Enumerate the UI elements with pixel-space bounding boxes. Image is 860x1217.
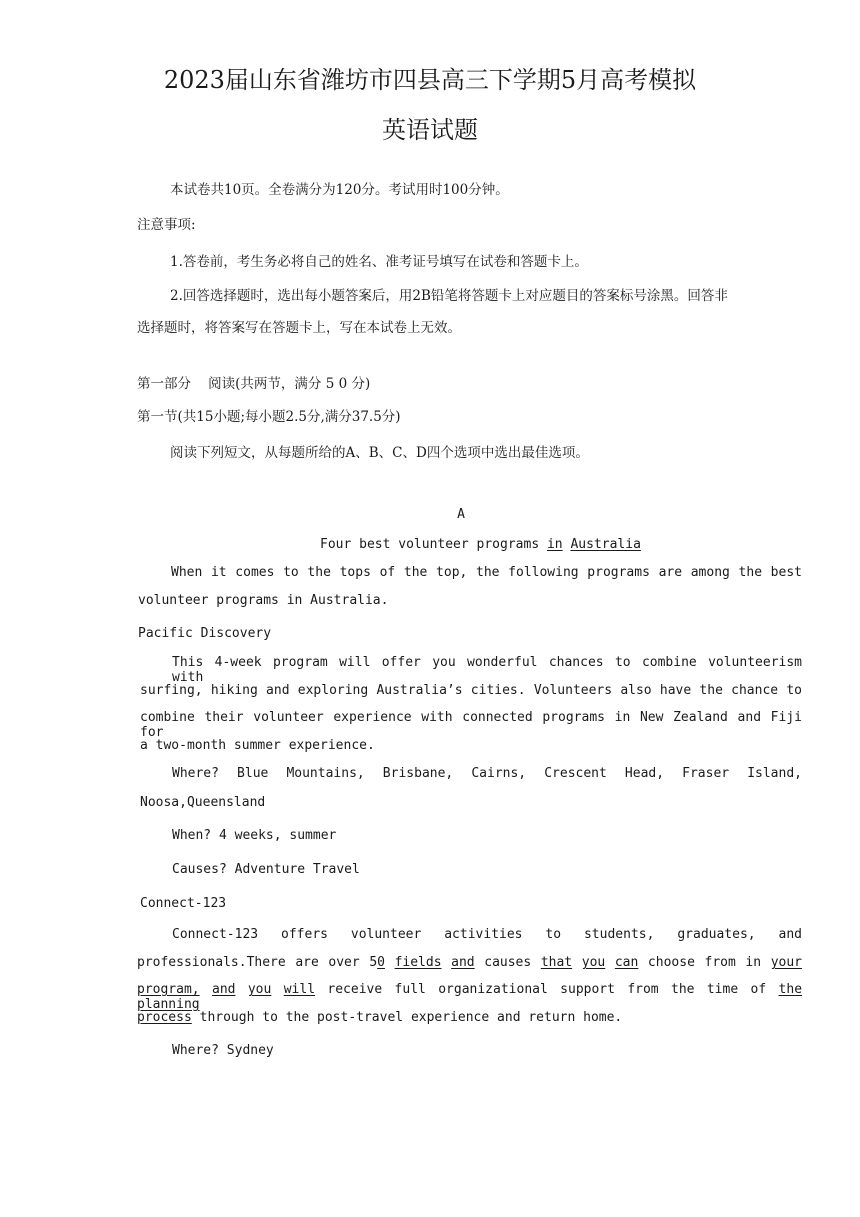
exam-info: 本试卷共10页。全卷满分为120分。考试用时100分钟。 — [170, 182, 509, 198]
underlined-word: you — [247, 982, 272, 997]
program-heading-pacific-discovery: Pacific Discovery — [138, 626, 272, 641]
text-segment — [442, 955, 452, 970]
part-heading: 第一部分 阅读(共两节，满分 5 0 分) — [137, 376, 371, 392]
underlined-word: planning — [137, 997, 200, 1012]
underlined-word: Australia — [570, 537, 641, 552]
underlined-word: can — [614, 955, 639, 970]
intro-line-1: When it comes to the tops of the top, the following programs are among the best — [171, 565, 802, 580]
passage-title-text: Four best volunteer programs — [320, 537, 547, 552]
program-2-line-3 — [137, 982, 802, 1012]
program-2-line-4 — [137, 1010, 622, 1025]
text-segment — [385, 955, 395, 970]
text-segment — [235, 982, 247, 997]
program-heading-connect-123: Connect-123 — [140, 896, 227, 911]
notice-heading: 注意事项: — [137, 217, 196, 233]
program-2-line-1: Connect-123 offers volunteer activities to students, graduates, and — [172, 927, 802, 942]
subsection-heading: 第一节(共15小题;每小题2.5分,满分37.5分) — [137, 409, 401, 425]
underlined-word: that — [540, 955, 573, 970]
underlined-word: in — [546, 537, 563, 552]
passage-title — [320, 537, 641, 552]
document-title: 2023届山东省潍坊市四县高三下学期5月高考模拟 — [163, 66, 697, 94]
underlined-word: will — [283, 982, 316, 997]
underlined-word: process — [137, 1010, 192, 1025]
text-segment — [271, 982, 283, 997]
text-segment: professionals.There are over 5 — [137, 955, 378, 970]
passage-letter: A — [457, 507, 465, 522]
program-1-where-line-2: Noosa,Queensland — [140, 795, 266, 810]
document-subtitle: 英语试题 — [382, 116, 478, 144]
text-segment — [200, 982, 212, 997]
underlined-word: your — [770, 955, 802, 970]
text-segment: choose from in — [638, 955, 771, 970]
program-1-line-1: This 4-week program will offer you wonderful chances to combine volunteerism with — [172, 655, 802, 685]
notice-item-2-line-1: 2.回答选择题时，选出每小题答案后，用2B铅笔将答题卡上对应题目的答案标号涂黑。回答非 — [170, 288, 728, 304]
text-segment — [572, 955, 582, 970]
underlined-word: 0 — [377, 955, 385, 970]
underlined-word: fields — [394, 955, 442, 970]
underlined-word: program, — [137, 982, 200, 997]
section-instruction: 阅读下列短文，从每题所给的A、B、C、D四个选项中选出最佳选项。 — [170, 445, 589, 461]
program-1-where-line-1: Where? Blue Mountains, Brisbane, Cairns, Crescent Head, Fraser Island, — [172, 766, 802, 781]
text-segment — [802, 982, 810, 997]
notice-item-1: 1.答卷前，考生务必将自己的姓名、准考证号填写在试卷和答题卡上。 — [170, 254, 588, 270]
notice-item-2-line-2: 选择题时，将答案写在答题卡上，写在本试卷上无效。 — [137, 320, 461, 336]
program-2-line-4-text: through to the post-travel experience and return home. — [191, 1010, 623, 1025]
text-segment — [605, 955, 615, 970]
program-1-line-2: surfing, hiking and exploring Australia’s cities. Volunteers also have the chance to — [140, 683, 802, 698]
program-1-causes: Causes? Adventure Travel — [172, 862, 360, 877]
program-1-line-4: a two-month summer experience. — [140, 738, 375, 753]
underlined-word: you — [581, 955, 606, 970]
program-2-where: Where? Sydney — [172, 1043, 274, 1058]
program-1-when: When? 4 weeks, summer — [172, 828, 337, 843]
intro-line-2: volunteer programs in Australia. — [138, 593, 389, 608]
program-1-line-3: combine their volunteer experience with connected programs in New Zealand and Fiji for — [140, 710, 802, 740]
underlined-word: and — [451, 955, 475, 970]
text-segment: causes — [474, 955, 541, 970]
underlined-word: and — [212, 982, 236, 997]
underlined-word: the — [778, 982, 803, 997]
text-segment: receive full organizational support from the time of — [315, 982, 779, 997]
program-2-line-2 — [137, 955, 802, 970]
